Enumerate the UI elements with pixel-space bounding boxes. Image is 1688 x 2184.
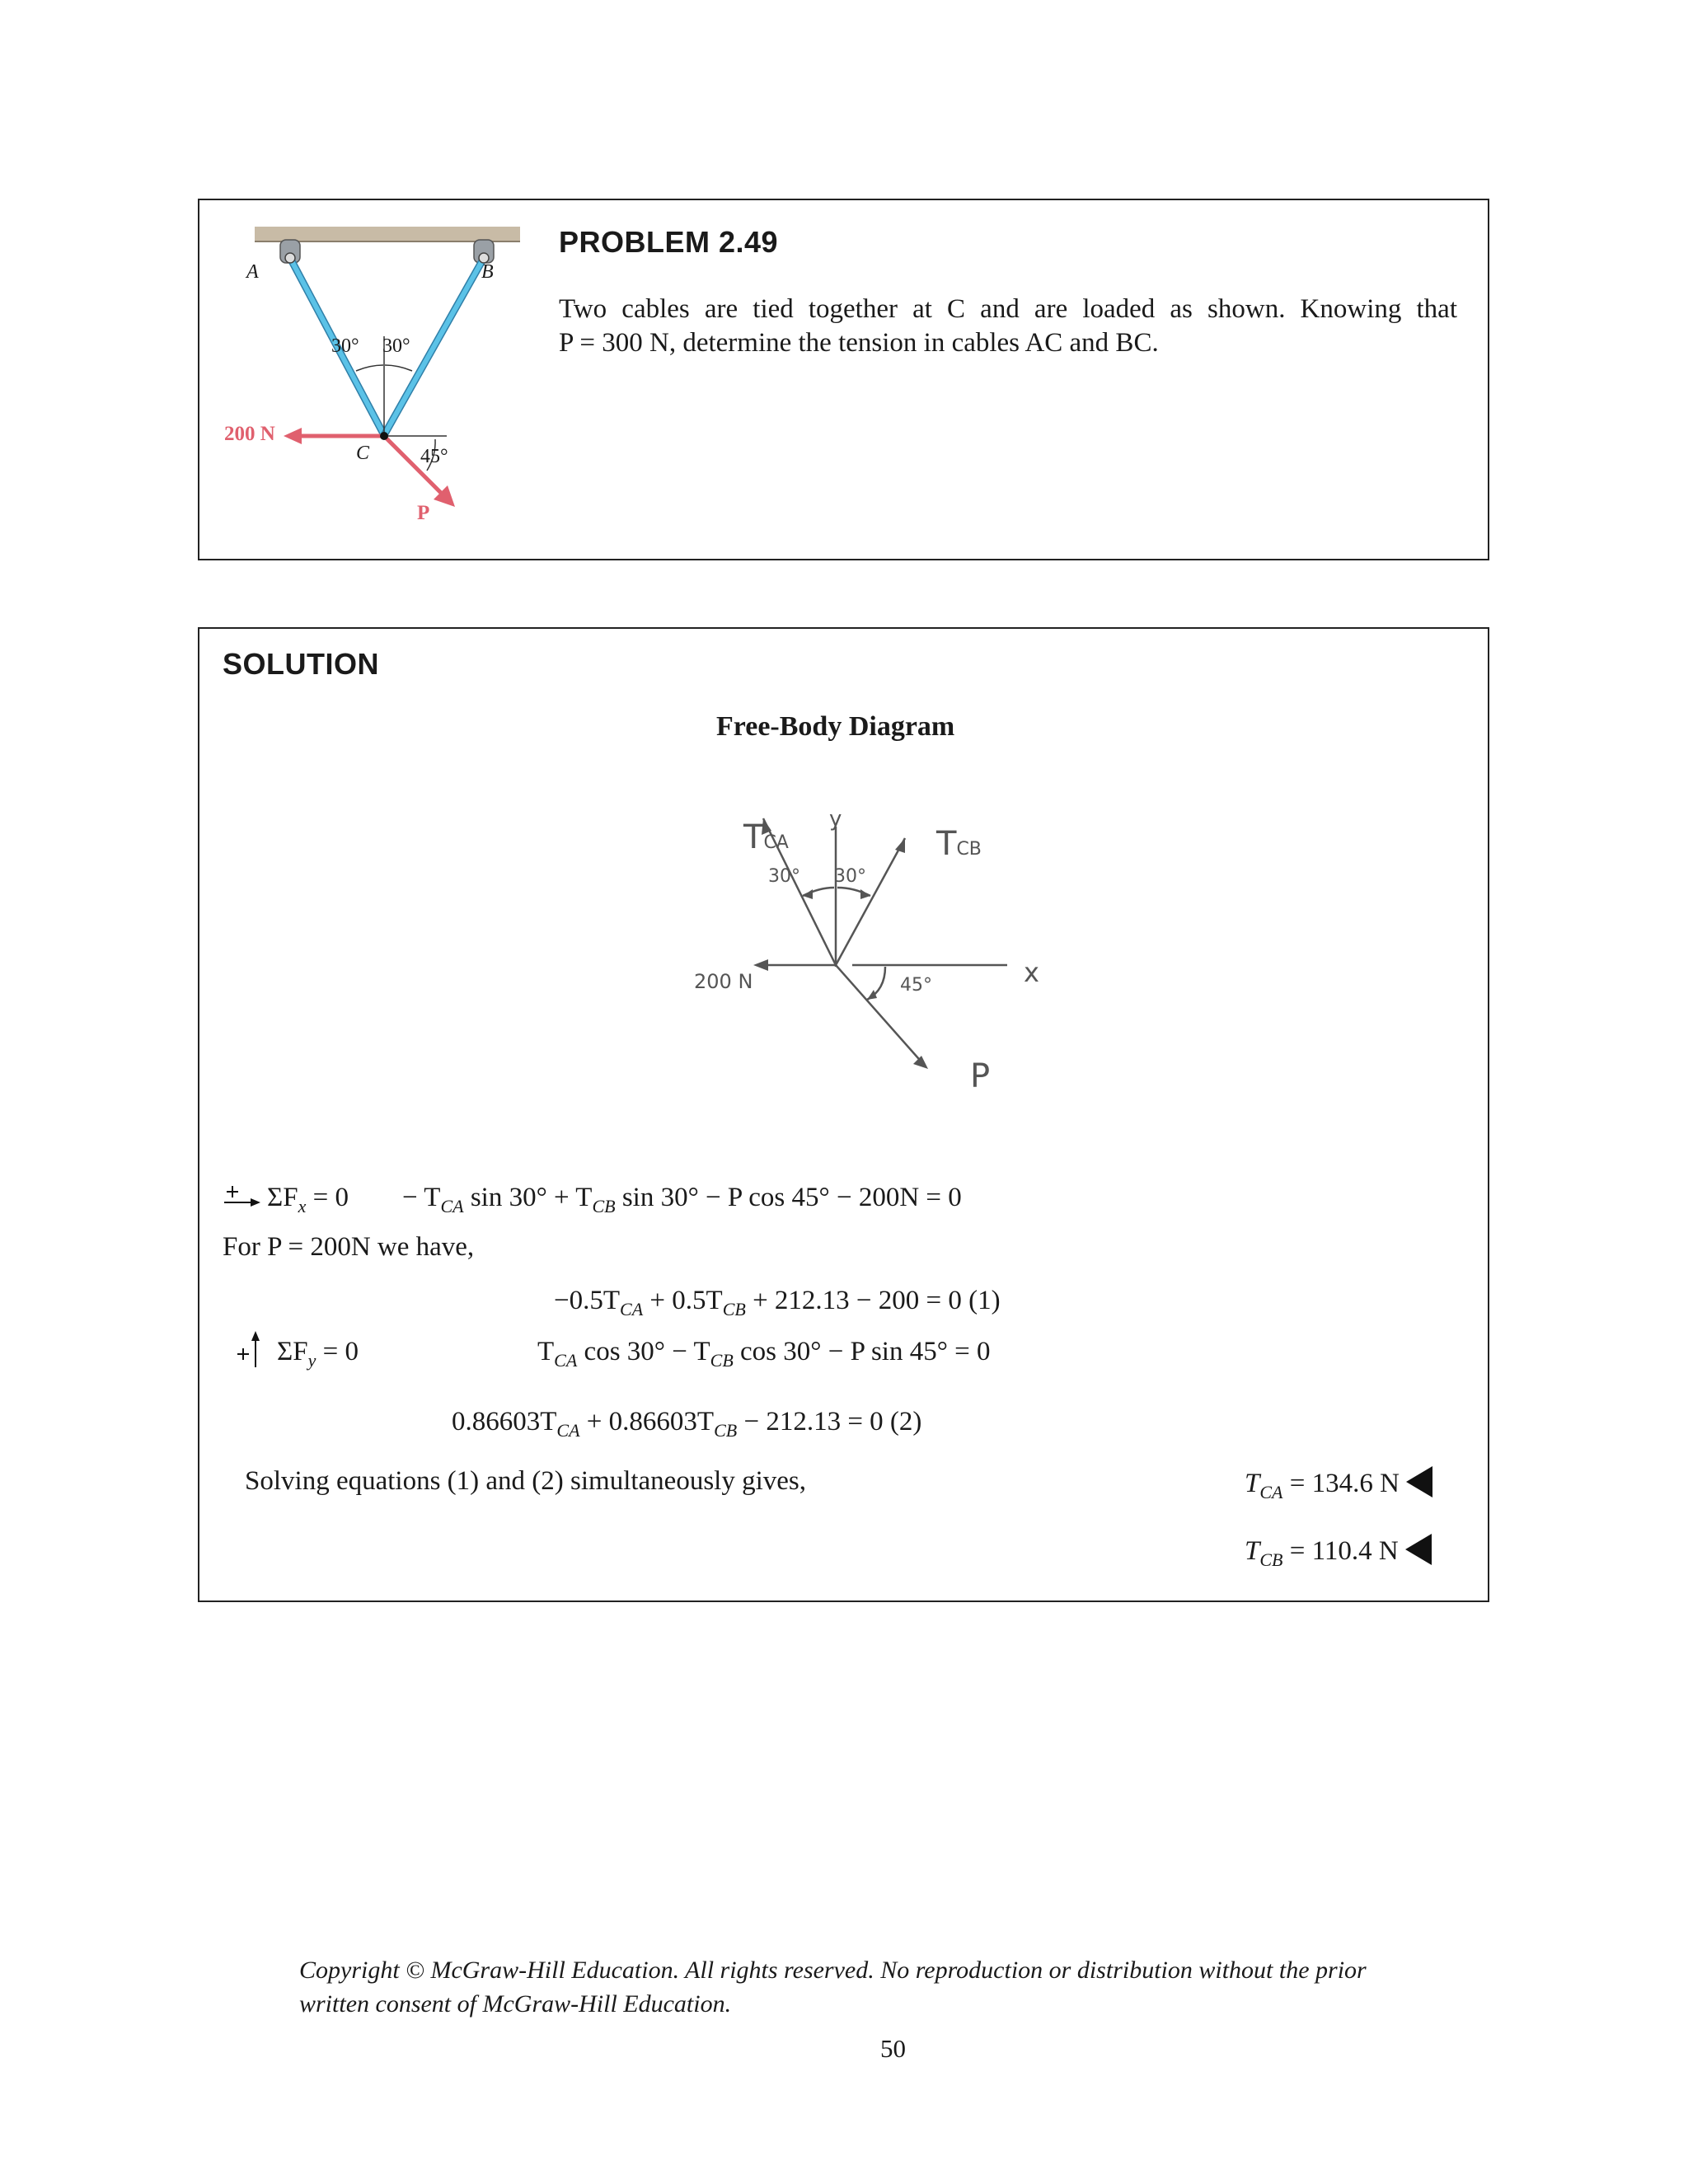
solving-text: Solving equations (1) and (2) simultaneously gives, (245, 1466, 806, 1496)
equation-x: − $T_{CA}$ $\sin 30^\circ + T_{CB}$ sin 30° − P cos 45° − 200N = 0 (402, 1183, 962, 1216)
label-b: B (481, 261, 494, 283)
angle-right-label: 30° (382, 335, 410, 357)
fbd-angle-right: 30° (834, 866, 866, 887)
solution-box (198, 627, 1489, 1602)
equation-2: $0.86603T_{CA} + 0.86603T_{CB} - 212.13 = 0$ (2) (452, 1407, 922, 1441)
positive-right-arrow-icon (223, 1183, 262, 1207)
answer-tca: $T_{CA} = 134.6$ N (1245, 1466, 1432, 1499)
problem-title: PROBLEM 2.49 (559, 225, 779, 259)
answer-tcb: $T_{CB} = 110.4$ N (1245, 1534, 1432, 1567)
statement-line-1: Two cables are tied together at C and are loaded as shown. Knowing that (559, 294, 1457, 324)
statement-line-2: P = 300 N, determine the tension in cables AC and BC. (559, 328, 1159, 358)
label-c: C (356, 443, 370, 464)
answer-marker-icon (1406, 1466, 1432, 1497)
fbd-label-tca: TCA (743, 818, 789, 856)
fbd-label-x: x (1024, 957, 1039, 988)
fbd-angle-left: 30° (768, 866, 800, 887)
label-a: A (246, 261, 259, 283)
joint-c (380, 432, 388, 440)
fbd-label-y: y (829, 807, 842, 832)
page-number: 50 (880, 2034, 906, 2063)
problem-statement (559, 293, 1457, 360)
fbd-angle-p: 45° (900, 975, 932, 996)
for-p-line: For P = 200N we have, (223, 1232, 475, 1262)
force-200n-label: 200 N (224, 423, 275, 445)
fbd-force-200n: 200 N (694, 970, 753, 993)
free-body-diagram (661, 802, 1123, 1115)
positive-up-arrow-icon (234, 1329, 264, 1369)
solution-title: SOLUTION (223, 647, 379, 681)
equation-y: $T_{CA}$ $\cos 30^\circ - T_{CB}$ cos 30° − P sin 45° = 0 (537, 1337, 991, 1371)
sum-fy-label: $\Sigma F_y = 0$ (277, 1337, 359, 1371)
sum-fx-label: $\Sigma F_x = 0$ (267, 1183, 349, 1216)
angle-left-label: 30° (331, 335, 359, 357)
angle-p-label: 45° (420, 446, 448, 467)
fbd-label-tcb: TCB (936, 825, 982, 863)
fbd-title: Free-Body Diagram (716, 711, 955, 742)
copyright-notice: Copyright © McGraw-Hill Education. All rights reserved. No reproduction or distribution without the prior written consent of McGraw-Hill Education. (299, 1957, 1367, 2018)
fbd-label-p: P (970, 1057, 991, 1095)
label-p: P (417, 502, 430, 524)
answer-marker-icon (1405, 1534, 1432, 1565)
equation-1: $-0.5T_{CA} + 0.5T_{CB} + 212.13 - 200 = 0$ (1) (554, 1286, 1001, 1319)
problem-box (198, 199, 1489, 560)
